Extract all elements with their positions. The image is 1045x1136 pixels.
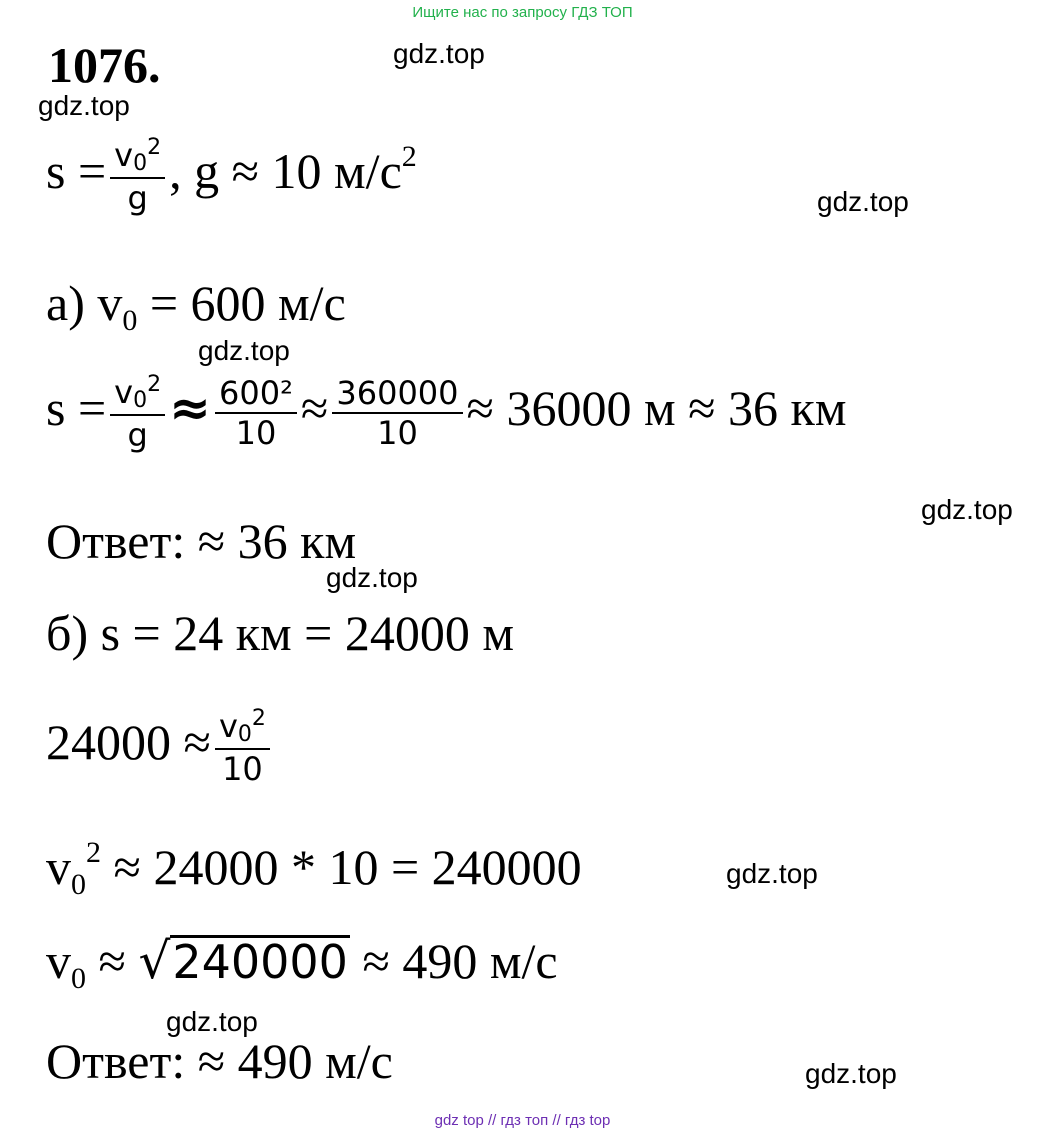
- frac-num-sup: 2: [147, 135, 162, 160]
- eq-frac-den: 10: [222, 750, 263, 789]
- v2-rest: ≈ 24000 * 10 = 240000: [101, 839, 582, 895]
- formula-fraction: [110, 135, 165, 218]
- v2-prefix: v: [46, 839, 71, 895]
- formula-rest: , g ≈ 10 м/с: [169, 142, 402, 199]
- watermark: gdz.top: [166, 1006, 258, 1037]
- calc-frac-3-num: 360000: [332, 374, 462, 414]
- formula-line: [46, 135, 417, 218]
- v0-approx: ≈: [86, 933, 139, 989]
- eq-frac-sup: 2: [251, 706, 266, 731]
- part-a-answer: Ответ: ≈ 36 км: [46, 513, 357, 569]
- promo-banner[interactable]: Ищите нас по запросу ГДЗ ТОП: [412, 4, 633, 21]
- calc-frac-1-sub: 0: [133, 388, 148, 413]
- formula-rest-sup: 2: [401, 139, 417, 173]
- calc-approx-1: ≈: [169, 378, 211, 437]
- calc-frac-1-num: v: [114, 373, 134, 411]
- watermark: gdz.top: [921, 494, 1013, 525]
- calc-frac-1-den: g: [127, 416, 148, 455]
- watermark: gdz.top: [726, 858, 818, 889]
- part-b-answer: Ответ: ≈ 490 м/с: [46, 1033, 393, 1089]
- frac-den: g: [127, 179, 148, 218]
- calc-frac-2-den: 10: [235, 414, 277, 453]
- watermark: gdz.top: [198, 335, 290, 366]
- calc-approx-2: ≈: [300, 379, 329, 436]
- formula-s: s =: [46, 142, 107, 199]
- watermark: gdz.top: [393, 38, 485, 69]
- eq-left: 24000 ≈: [46, 713, 211, 770]
- watermark: gdz.top: [805, 1058, 897, 1089]
- sqrt-icon: √: [138, 932, 171, 990]
- eq-frac-num: v: [218, 707, 238, 745]
- v0-sub: 0: [71, 962, 86, 995]
- part-a-given-prefix: а) v: [46, 275, 123, 331]
- watermark: gdz.top: [326, 562, 418, 593]
- calc-frac-3: [332, 374, 462, 453]
- watermark: gdz.top: [817, 186, 909, 217]
- v0-prefix: v: [46, 933, 71, 989]
- calc-frac-1-sup: 2: [147, 372, 162, 397]
- v2-sup: 2: [86, 836, 101, 869]
- calc-s: s =: [46, 379, 107, 436]
- part-b-v-squared: [46, 838, 582, 900]
- eq-frac: [215, 706, 270, 789]
- frac-num-sub: 0: [133, 151, 148, 176]
- calc-frac-2-num: 600²: [215, 374, 297, 414]
- part-b-equation: [46, 706, 274, 789]
- problem-number: 1076.: [48, 37, 161, 93]
- calc-result: ≈ 36000 м ≈ 36 км: [466, 379, 847, 436]
- v0-result: ≈ 490 м/с: [349, 933, 558, 989]
- part-b-v0: [46, 932, 558, 995]
- calc-frac-2: [215, 374, 297, 453]
- frac-num: v: [114, 136, 134, 174]
- v2-sub: 0: [71, 868, 86, 901]
- footer-links[interactable]: gdz top // гдз топ // гдз top: [434, 1112, 611, 1129]
- calc-frac-1: [110, 372, 165, 455]
- sqrt: [138, 932, 349, 990]
- part-a-given-sub: 0: [122, 304, 138, 337]
- calc-frac-3-den: 10: [377, 414, 418, 453]
- part-a-given-suffix: = 600 м/с: [137, 275, 346, 331]
- watermark: gdz.top: [38, 90, 130, 121]
- sqrt-radicand: 240000: [172, 935, 348, 989]
- eq-frac-sub: 0: [237, 722, 252, 747]
- part-a-given: [46, 275, 346, 337]
- part-b-given: б) s = 24 км = 24000 м: [46, 605, 515, 661]
- part-a-calc: [46, 372, 846, 455]
